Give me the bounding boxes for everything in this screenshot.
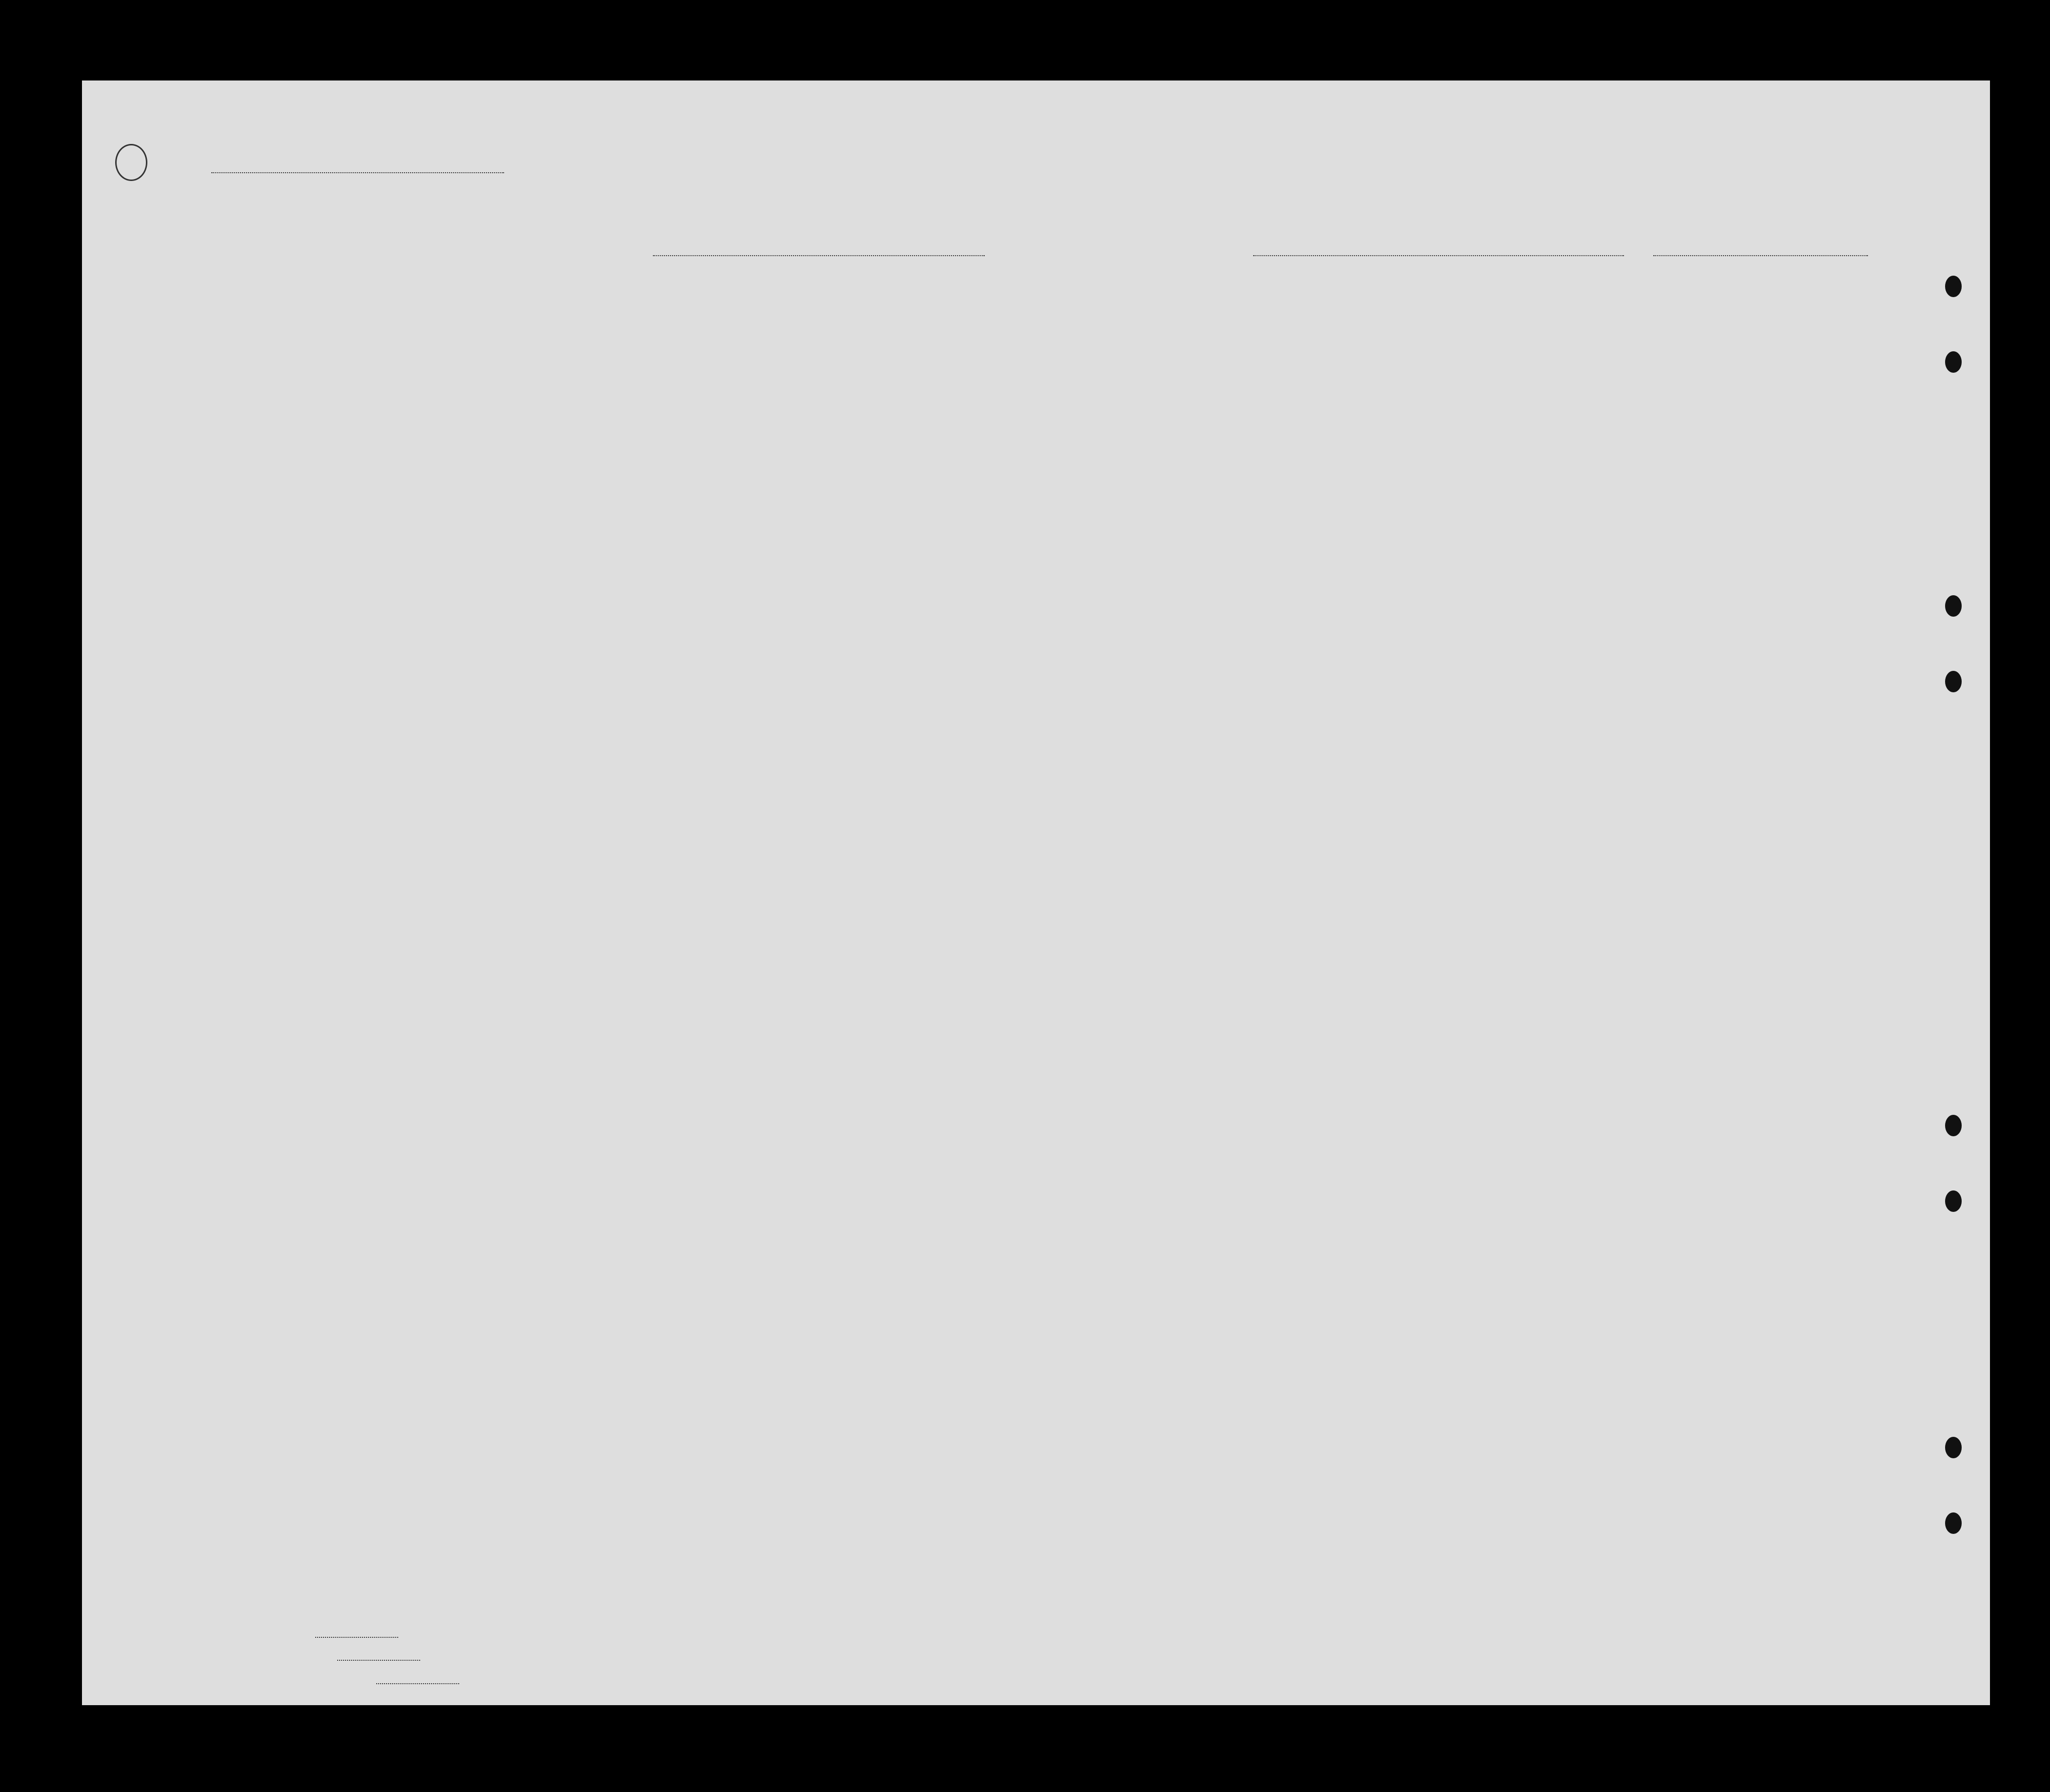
table-grid [82,81,1990,1705]
us-citizens-line [337,1660,420,1661]
manifest-sheet [82,81,1990,1705]
binder-hole [1945,671,1962,692]
binder-hole [1945,1190,1962,1212]
binder-hole [1945,595,1962,617]
binder-hole [1945,1512,1962,1534]
binder-hole [1945,1437,1962,1458]
binder-hole [1945,1115,1962,1136]
footer-aliens [305,1676,471,1687]
binder-hole [1945,351,1962,373]
footer-total-passengers [281,1630,447,1641]
binder-hole [1945,276,1962,297]
footer-us-citizens [281,1652,447,1664]
total-passengers-line [315,1637,398,1638]
aliens-line [376,1683,459,1684]
